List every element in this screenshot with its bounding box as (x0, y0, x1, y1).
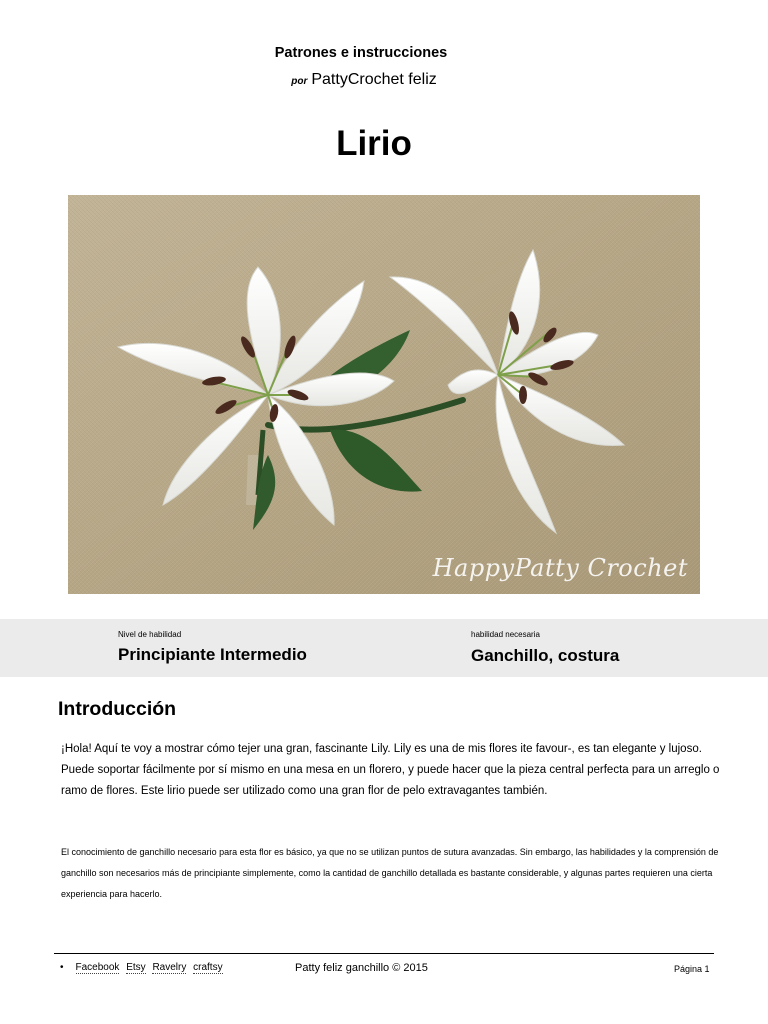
skill-level-label: Nivel de habilidad (118, 630, 182, 639)
intro-paragraph-2: El conocimiento de ganchillo necesario para esta flor es básico, ya que no se utilizan puntos de sutura avanzadas. Sin embargo, las habilidades y la comprensión de ganchillo son necesarios más de principiante simplemente, como la cantidad de ganchillo detallada es bastante considerable, y algunas partes requieren una cierta experiencia para hacerlo. (61, 847, 719, 899)
photo-watermark: HappyPatty Crochet (432, 554, 688, 582)
skill-level-value: Principiante Intermedio (118, 645, 307, 664)
footer-link-ravelry[interactable]: Ravelry (152, 962, 187, 973)
footer-bullet: • (60, 962, 64, 973)
by-word: por (291, 76, 308, 87)
page-number: Página 1 (674, 964, 710, 974)
author-line (0, 71, 728, 89)
footer-link-facebook[interactable]: Facebook (75, 962, 120, 973)
footer-links (60, 962, 227, 973)
header-line: Patrones e instrucciones (274, 45, 448, 61)
intro-heading: Introducción (58, 698, 177, 720)
intro-paragraph-1: ¡Hola! Aquí te voy a mostrar cómo tejer una gran, fascinante Lily. Lily es una de mis flores ite favour-, es tan elegante y lujoso. Puede soportar fácilmente por sí mismo en una mesa en un florero, y puede hacer que la pieza central perfecta para un arreglo o ramo de flores. Este lirio puede ser utilizado como una gran flor de pelo extravagantes también. (61, 743, 720, 797)
skills-needed-value: Ganchillo, costura (471, 646, 620, 665)
page-title: Lirio (336, 124, 412, 163)
footer-copyright: Patty feliz ganchillo © 2015 (295, 962, 428, 974)
skills-needed-label: habilidad necesaria (471, 630, 540, 639)
skill-info-band (0, 619, 768, 677)
footer-divider (54, 953, 714, 954)
footer-link-craftsy[interactable]: craftsy (193, 962, 223, 973)
lily-flowers-photo (68, 195, 700, 594)
footer-link-etsy[interactable]: Etsy (126, 962, 146, 973)
author-name: PattyCrochet feliz (311, 71, 437, 88)
